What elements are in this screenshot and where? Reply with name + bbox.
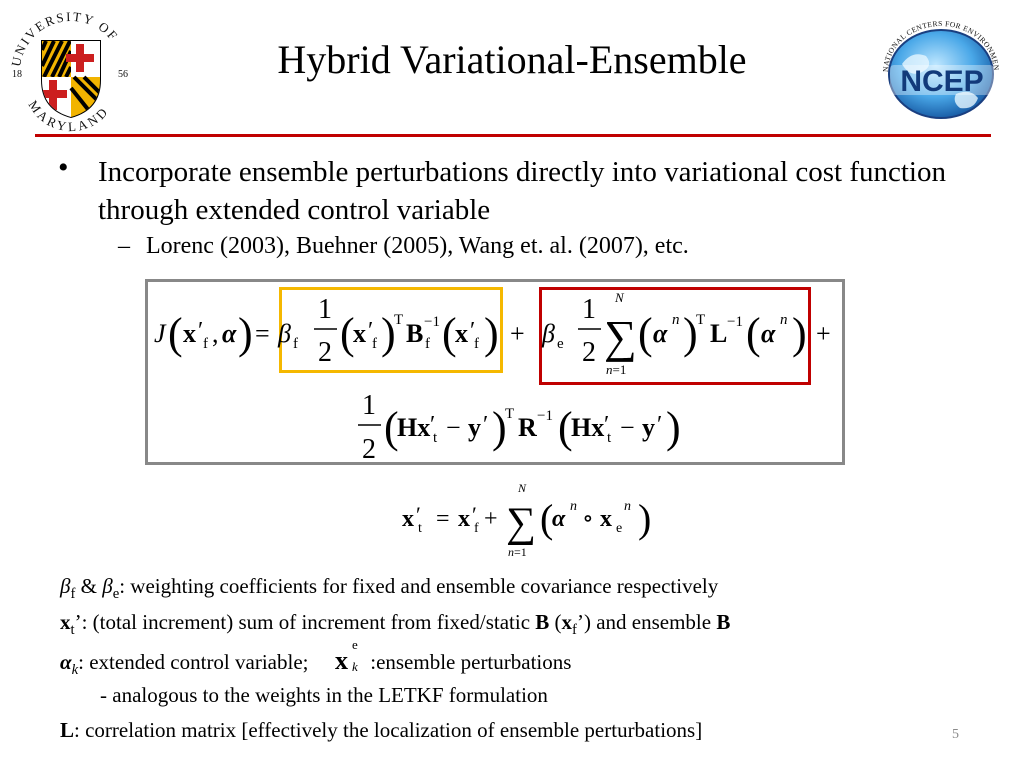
svg-text:−: − (620, 413, 635, 442)
svg-text:′: ′ (430, 412, 436, 438)
definition-L-text: : correlation matrix [effectively the localization of ensemble perturbations] (74, 718, 703, 742)
maryland-shield-icon (41, 40, 101, 118)
umd-ring-text-bottom: MARYLAND (25, 97, 113, 134)
svg-text:−1: −1 (424, 314, 440, 330)
svg-text:f: f (203, 336, 208, 352)
svg-text:′: ′ (368, 318, 374, 344)
cost-function-equation (148, 282, 842, 462)
svg-text:t: t (433, 430, 438, 446)
definition-xt-close: ’) and ensemble (576, 610, 717, 634)
svg-text:2: 2 (362, 434, 376, 462)
ncep-ring-text: NATIONAL CENTERS FOR ENVIRONMEN (880, 18, 1002, 73)
svg-text:x: x (402, 506, 414, 532)
svg-text:L: L (710, 319, 728, 348)
svg-text:1: 1 (318, 294, 332, 325)
svg-text:T: T (394, 312, 404, 328)
definition-beta: $\beta_f$ & $\beta_e$: weighting coefficients for fixed and ensemble covariance respectively (60, 574, 719, 603)
svg-text:(: ( (746, 309, 761, 358)
svg-text:2: 2 (582, 337, 596, 368)
svg-text:f: f (293, 336, 298, 352)
svg-text:n: n (780, 312, 788, 328)
svg-text:f: f (474, 521, 479, 536)
slide-title: Hybrid Variational-Ensemble (277, 37, 747, 82)
svg-text:=: = (255, 319, 270, 348)
svg-text:′: ′ (483, 412, 489, 438)
svg-text:α: α (761, 319, 776, 348)
svg-text:+: + (816, 319, 831, 348)
svg-text:t: t (607, 430, 612, 446)
definition-beta-text: : weighting coefficients for fixed and ensemble covariance respectively (119, 574, 719, 598)
umd-ring-text-top: UNIVERSITY OF (8, 8, 122, 68)
svg-text:x: x (458, 506, 470, 532)
definition-xt-B: B (535, 610, 550, 634)
definition-xt: $x_t$’: (total increment) sum of increment from fixed/static B $(x_f’)$ and ensemble B (60, 610, 731, 639)
svg-text:−1: −1 (537, 408, 553, 424)
svg-text:n=1: n=1 (606, 362, 627, 377)
definition-L-symbol: L (60, 718, 75, 742)
svg-text:N: N (518, 481, 527, 495)
svg-text:f: f (425, 336, 430, 352)
svg-text:∘: ∘ (582, 506, 594, 532)
svg-text:T: T (505, 406, 515, 422)
svg-text:∑: ∑ (604, 311, 637, 362)
svg-text:(: ( (384, 403, 399, 452)
svg-text:): ) (381, 309, 396, 358)
definition-xt-B2: B (716, 610, 731, 634)
svg-text:1: 1 (582, 294, 596, 325)
svg-text:e: e (616, 521, 623, 536)
svg-text:(: ( (540, 496, 554, 541)
svg-text:′: ′ (416, 502, 421, 527)
svg-text:): ) (492, 403, 507, 452)
svg-text:R: R (518, 413, 537, 442)
svg-text:,: , (212, 319, 219, 348)
definition-alpha: $\alpha_k$: extended control variable; x e k :ensemble perturbations (60, 637, 572, 679)
svg-text:x: x (455, 319, 468, 348)
definition-xt-text: ’: (total increment) sum of increment from fixed/static (74, 610, 536, 634)
svg-text:(: ( (168, 309, 183, 358)
svg-text:=: = (436, 506, 450, 532)
svg-text:′: ′ (604, 412, 610, 438)
bullet-marker: • (58, 151, 69, 184)
svg-text:): ) (683, 309, 698, 358)
svg-text:2: 2 (318, 337, 332, 368)
umd-year-left: 18 (12, 69, 22, 80)
definition-alpha-text: : extended control variable; (78, 650, 309, 674)
svg-text:n: n (672, 312, 680, 328)
svg-text:B: B (406, 319, 424, 348)
svg-text:x: x (600, 506, 612, 532)
svg-text:): ) (638, 496, 652, 541)
svg-text:(: ( (638, 309, 653, 358)
page-number: 5 (952, 727, 959, 742)
svg-text:t: t (418, 521, 422, 536)
svg-text:′: ′ (198, 318, 204, 344)
svg-text:Hx: Hx (397, 413, 431, 442)
svg-text:∑: ∑ (506, 500, 536, 546)
sub-bullet: Lorenc (2003), Buehner (2005), Wang et. al. (2007), etc. (146, 233, 689, 259)
svg-text:): ) (484, 309, 499, 358)
sub-bullet-dash: – (118, 233, 130, 259)
svg-text:α: α (653, 319, 668, 348)
ncep-wordmark: NCEP (900, 65, 984, 98)
title-divider (35, 134, 991, 137)
svg-text:+: + (484, 506, 498, 532)
total-increment-equation (400, 478, 660, 568)
svg-text:x: x (353, 319, 366, 348)
svg-text:(: ( (558, 403, 573, 452)
definition-xe-text: :ensemble perturbations (370, 650, 572, 674)
svg-text:y: y (468, 413, 481, 442)
svg-text:′: ′ (472, 502, 477, 527)
svg-text:β: β (542, 319, 555, 348)
svg-text:β: β (278, 319, 291, 348)
svg-text:′: ′ (657, 412, 663, 438)
svg-text:n: n (624, 499, 631, 514)
svg-text:T: T (696, 312, 706, 328)
svg-text:α: α (552, 506, 566, 532)
definition-xt-open: ( (549, 610, 562, 634)
svg-text:n=1: n=1 (508, 545, 527, 559)
svg-text:1: 1 (362, 390, 376, 421)
main-bullet: Incorporate ensemble perturbations directly into variational cost function through extended control variable (98, 156, 946, 226)
svg-text:Hx: Hx (571, 413, 605, 442)
svg-text:): ) (238, 309, 253, 358)
svg-text:−1: −1 (727, 314, 743, 330)
svg-text:J: J (154, 319, 166, 348)
definition-L (60, 720, 702, 741)
university-of-maryland-logo (4, 6, 138, 134)
definition-beta-and: & (75, 574, 103, 598)
svg-text:−: − (446, 413, 461, 442)
svg-text:α: α (222, 319, 237, 348)
svg-text:e: e (557, 336, 564, 352)
umd-year-right: 56 (118, 69, 128, 80)
svg-text:+: + (510, 319, 525, 348)
definition-analogous: - analogous to the weights in the LETKF formulation (100, 683, 548, 707)
svg-text:′: ′ (470, 318, 476, 344)
svg-text:(: ( (340, 309, 355, 358)
ncep-logo (868, 14, 1018, 124)
svg-text:x: x (183, 319, 196, 348)
svg-text:): ) (792, 309, 807, 358)
xe-symbol: x e k (334, 637, 358, 675)
svg-text:y: y (642, 413, 655, 442)
svg-text:n: n (570, 499, 577, 514)
svg-text:(: ( (442, 309, 457, 358)
svg-text:f: f (474, 336, 479, 352)
svg-text:): ) (666, 403, 681, 452)
svg-text:f: f (372, 336, 377, 352)
svg-text:N: N (615, 290, 624, 305)
